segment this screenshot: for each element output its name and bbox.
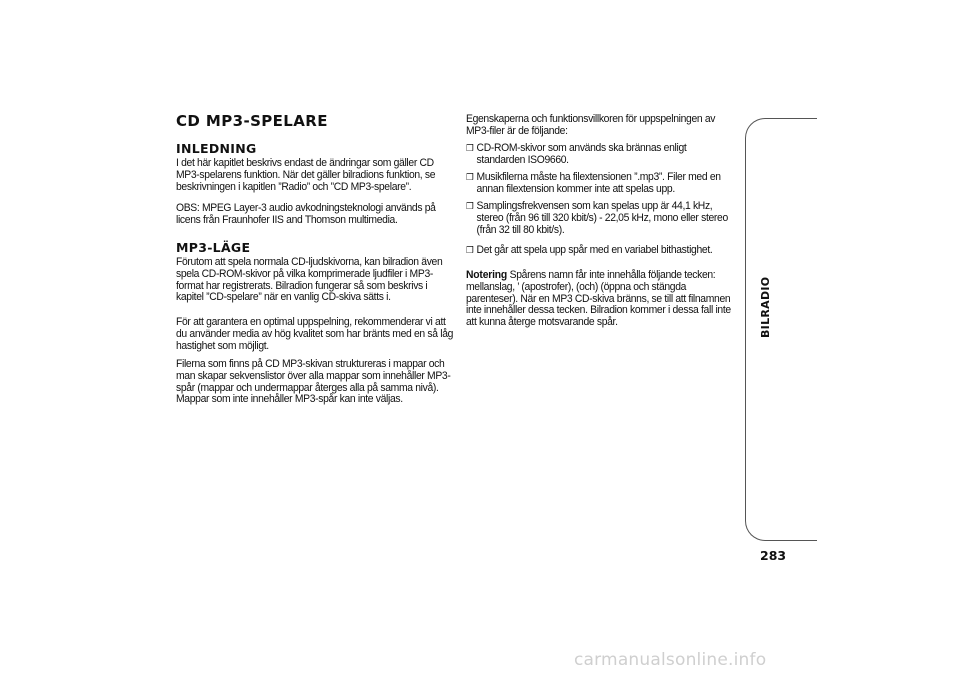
list-item-text: Samplingsfrekvensen som kan spelas upp är 44,1 kHz, stereo (från 96 till 320 kbit/s) - 22,05 kHz, mono eller stereo (från 32 till 80 kbit/s). (476, 200, 728, 236)
list-item (466, 201, 742, 236)
paragraph-mp3-lage-3: Filerna som finns på CD MP3-skivan struktureras i mappar och man skapar sekvenslistor över alla mappar som innehåller MP3-spår (mappar och undermappar återges alla på samma nivå). Mappar som inte innehåller MP3-spår kan inte väljas. (176, 358, 451, 406)
page-title: CD MP3-SPELARE (176, 112, 328, 130)
section-heading-mp3-lage: MP3-LÄGE (176, 240, 251, 255)
list-item-text: CD-ROM-skivor som används ska brännas enligt standarden ISO9660. (476, 142, 687, 166)
list-item (466, 143, 736, 167)
section-heading-inledning: INLEDNING (176, 141, 257, 156)
page-number: 283 (760, 548, 787, 563)
note-label: Notering (466, 269, 508, 281)
list-item (466, 172, 747, 196)
checkbox-bullet-icon: ❒ (466, 143, 474, 153)
paragraph-inledning-1: I det här kapitlet beskrivs endast de ändringar som gäller CD MP3-spelarens funktion. När det gäller bilradions funktion, se beskrivningen i kapitlen ”Radio” och ”CD MP3-spelare”. (176, 157, 436, 193)
note-text: Spårens namn får inte innehålla följande tecken: mellanslag, ’ (apostrofer), (och) (öppna och stängda parenteser). När en MP3 CD-skiva bränns, se till att filnamnen inte innehåller dessa tecken. Bilradion kommer i dessa fall inte att kunna återge motsvarande spår. (466, 269, 731, 329)
paragraph-mp3-lage-2: För att garantera en optimal uppspelning, rekommenderar vi att du använder media av hög kvalitet som har bränts med en så låg hastighet som möjligt. (176, 316, 454, 352)
note-paragraph (466, 270, 737, 329)
side-tab (745, 118, 817, 541)
side-tab-label: BILRADIO (759, 276, 772, 338)
checkbox-bullet-icon: ❒ (466, 245, 474, 255)
checkbox-bullet-icon: ❒ (466, 172, 474, 182)
list-item-text: Musikfilerna måste ha filextensionen ”.mp3”. Filer med en annan filextension kommer inte att spelas upp. (476, 171, 721, 195)
paragraph-mp3-lage-1: Förutom att spela normala CD-ljudskivorna, kan bilradion även spela CD-ROM-skivor på vilka komprimerade ljudfiler i MP3-format har registrerats. Bilradion fungerar så som beskrivs i kapitel ”CD-spelare” när en vanlig CD-skiva sätts i. (176, 256, 443, 304)
paragraph-intro: Egenskaperna och funktionsvillkoren för uppspelningen av MP3-filer är de följande: (466, 113, 716, 137)
list-item (466, 245, 747, 257)
list-item-text: Det går att spela upp spår med en variabel bithastighet. (476, 244, 713, 256)
checkbox-bullet-icon: ❒ (466, 201, 474, 211)
paragraph-inledning-2: OBS: MPEG Layer-3 audio avkodningsteknologi används på licens från Fraunhofer IIS and Thomson multimedia. (176, 202, 436, 226)
watermark: carmanualsonline.info (574, 650, 767, 670)
